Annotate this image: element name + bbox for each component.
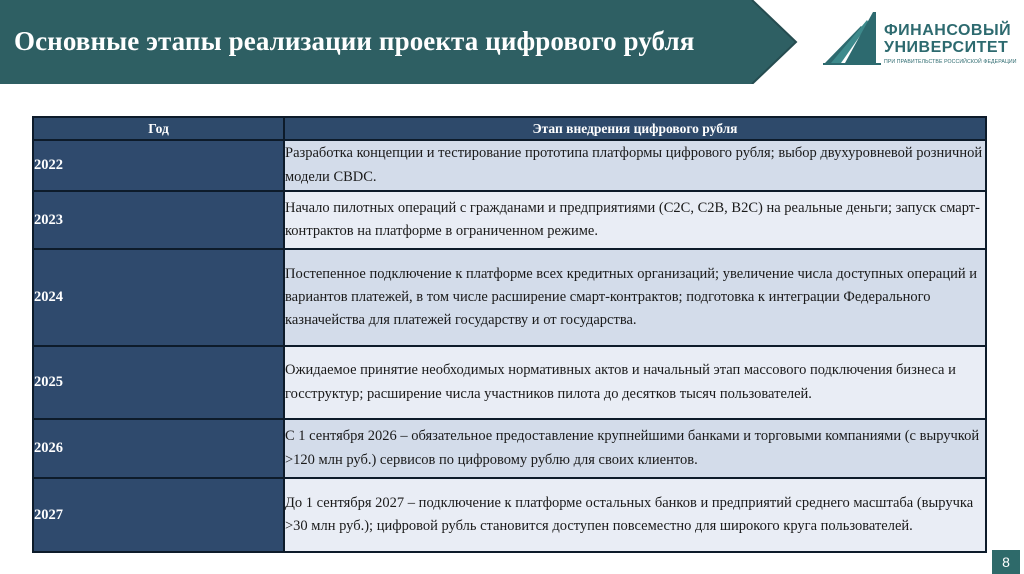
page-number-badge: 8 [992,550,1020,574]
year-cell: 2025 [33,346,284,419]
stage-cell: Разработка концепции и тестирование прототипа платформы цифрового рубля; выбор двухуровневой розничной модели CBDC. [284,140,986,191]
title-banner [0,0,800,84]
year-cell: 2022 [33,140,284,191]
logo-subtitle: ПРИ ПРАВИТЕЛЬСТВЕ РОССИЙСКОЙ ФЕДЕРАЦИИ [884,59,1017,65]
logo-line1: ФИНАНСОВЫЙ [884,22,1012,39]
stage-cell: Ожидаемое принятие необходимых нормативных актов и начальный этап массового подключения бизнеса и госструктур; расширение числа участников пилота до десятков тысяч пользователей. [284,346,986,419]
logo-line2: УНИВЕРСИТЕТ [884,39,1009,56]
university-logo [823,6,1023,76]
table-header-row [33,117,986,140]
stages-table [32,116,987,553]
header-year: Год [33,117,284,140]
table-row [33,140,986,191]
year-cell: 2026 [33,419,284,478]
table-row [33,249,986,346]
year-cell: 2024 [33,249,284,346]
table-row [33,478,986,552]
stage-cell: Постепенное подключение к платформе всех кредитных организаций; увеличение числа доступных операций и вариантов платежей, в том числе расширение смарт-контрактов; подготовка к интеграции Федерального казначейства для платежей государству и от государства. [284,249,986,346]
stage-cell: Начало пилотных операций с гражданами и предприятиями (C2C, C2B, B2C) на реальные деньги; запуск смарт-контрактов на платформе в ограниченном режиме. [284,191,986,249]
page-title: Основные этапы реализации проекта цифрового рубля [14,26,695,56]
table-row [33,346,986,419]
header-stage: Этап внедрения цифрового рубля [284,117,986,140]
year-cell: 2023 [33,191,284,249]
logo-emblem-icon [823,6,883,68]
table-row [33,191,986,249]
table-row [33,419,986,478]
stage-cell: С 1 сентября 2026 – обязательное предоставление крупнейшими банками и торговыми компаниями (с выручкой >120 млн руб.) сервисов по цифровому рублю для своих клиентов. [284,419,986,478]
year-cell: 2027 [33,478,284,552]
stage-cell: До 1 сентября 2027 – подключение к платформе остальных банков и предприятий среднего масштаба (выручка >30 млн руб.); цифровой рубль становится доступен повсеместно для широкого круга пользователей. [284,478,986,552]
